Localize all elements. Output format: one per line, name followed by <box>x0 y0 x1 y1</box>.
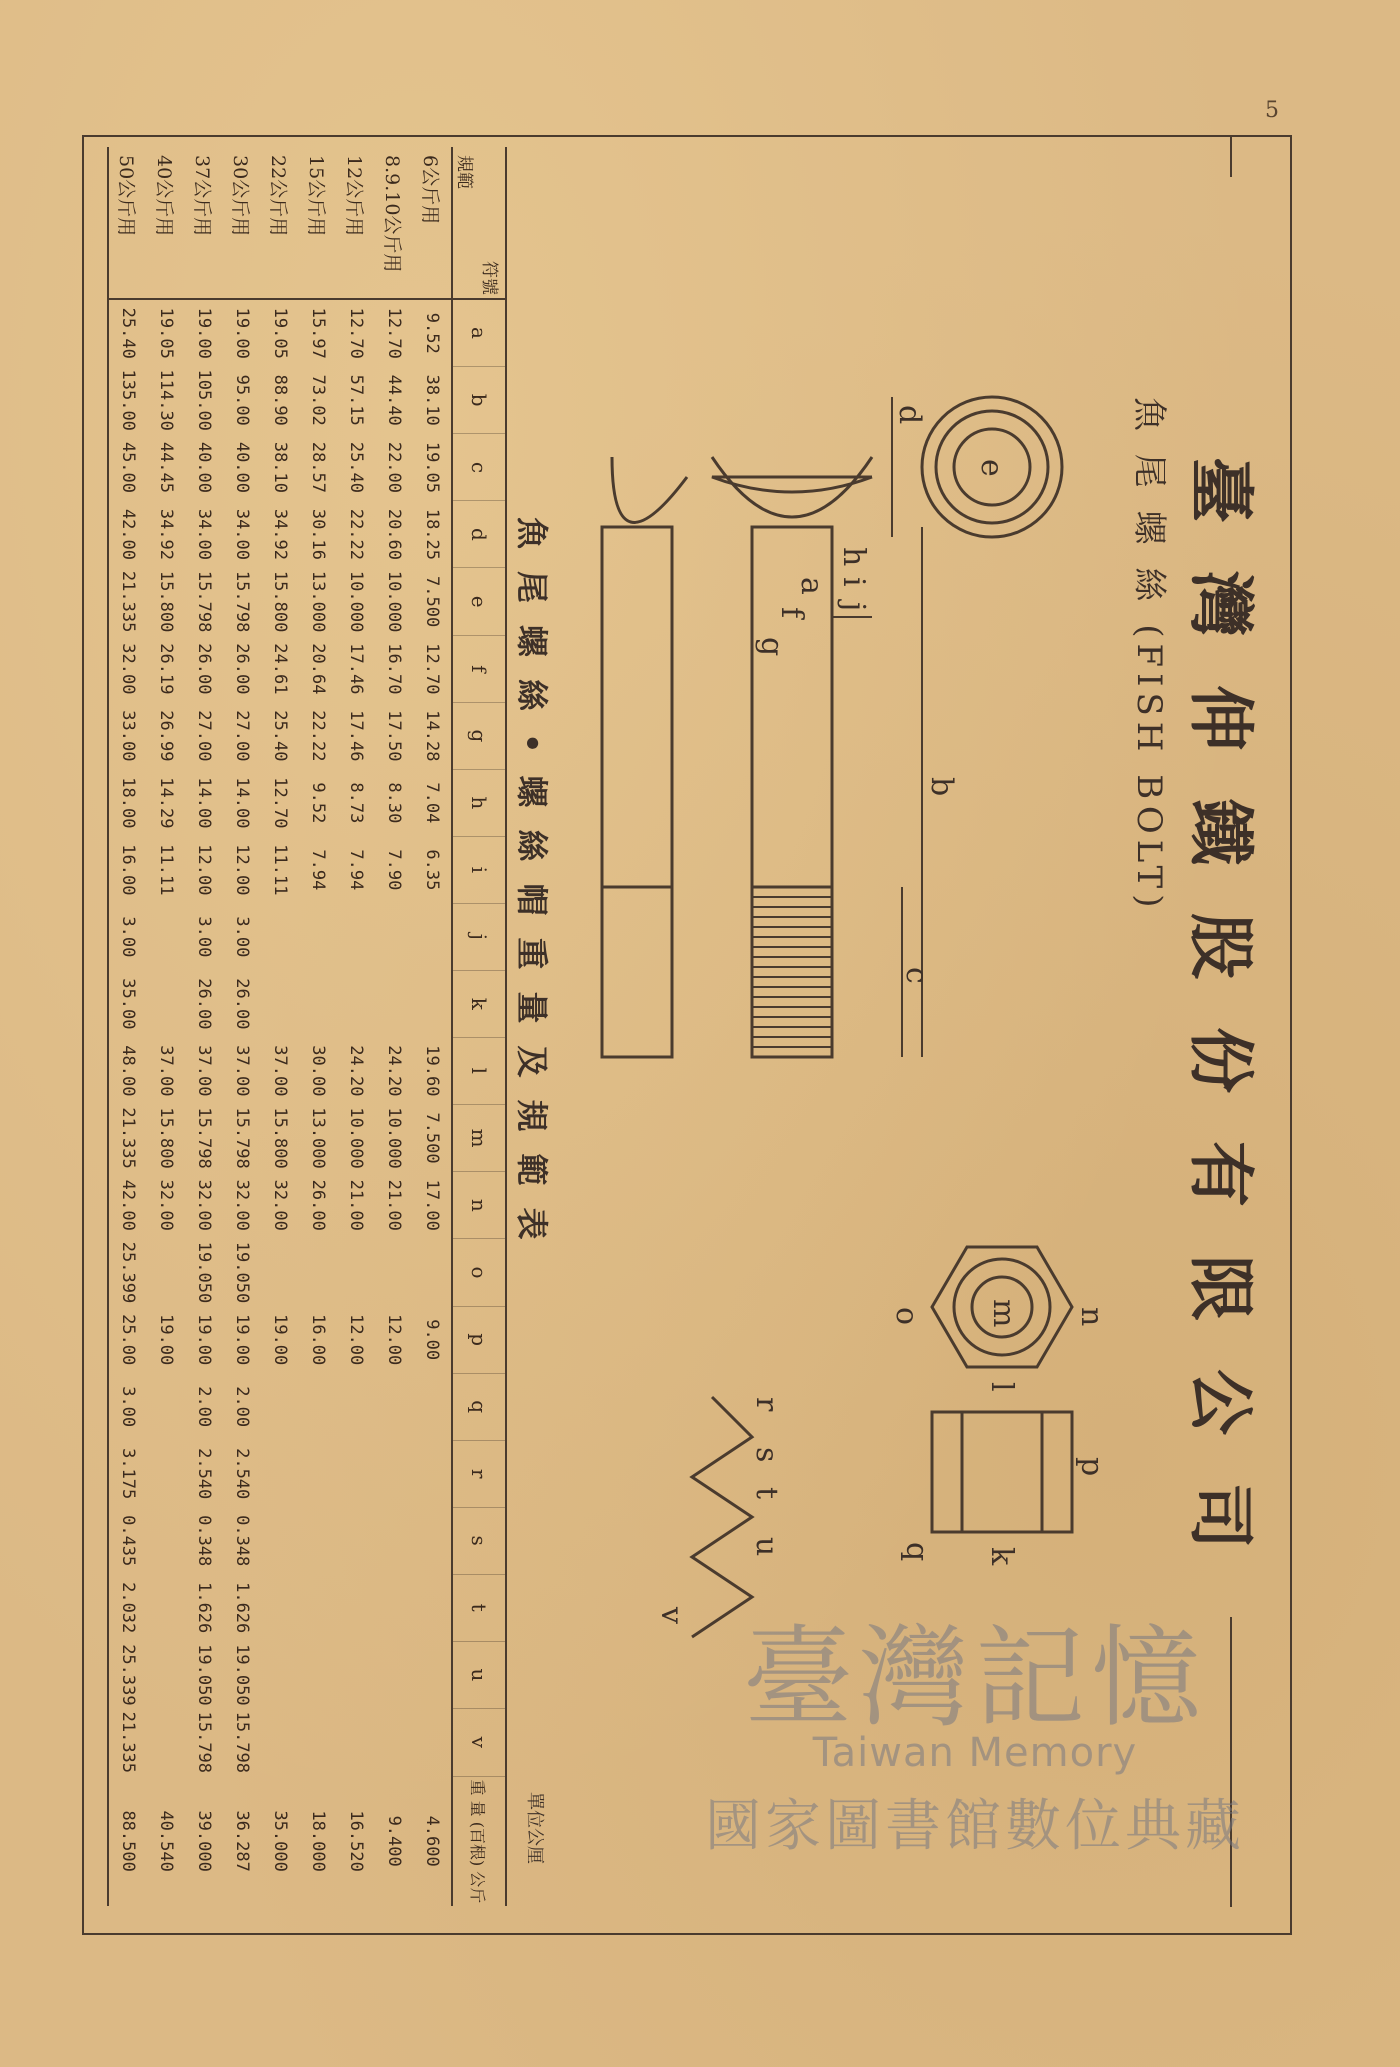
cell-t <box>261 1574 299 1641</box>
svg-text:f: f <box>774 607 809 619</box>
svg-text:r: r <box>749 1397 784 1412</box>
cell-d: 22.22 <box>346 508 366 561</box>
cell-l: 37.00 <box>194 1045 214 1097</box>
page-number: 5 <box>1265 98 1279 123</box>
cell-s <box>147 1507 185 1574</box>
column-header-f: f <box>452 635 506 702</box>
cell-g: 25.40 <box>270 710 290 762</box>
cell-r <box>299 1440 337 1507</box>
cell-o <box>413 1239 452 1306</box>
watermark-english: Taiwan Memory <box>812 1730 1138 1776</box>
nut-side-view <box>932 1412 1072 1532</box>
row-spec-name: 30公斤用 <box>223 147 261 299</box>
column-header-r: r <box>452 1440 506 1507</box>
cell-a: 19.00 <box>194 307 214 359</box>
cell-h: 8.73 <box>346 782 366 824</box>
row-spec-name: 15公斤用 <box>299 147 337 299</box>
cell-d: 34.92 <box>156 508 176 561</box>
column-header-weight: 重 量 (百根) 公斤 <box>452 1776 506 1906</box>
cell-n: 42.00 <box>108 1172 147 1239</box>
table-row <box>261 147 299 1906</box>
cell-o: 19.050 <box>194 1241 214 1304</box>
cell-weight: 88.500 <box>108 1776 147 1906</box>
row-spec-name: 8.9.10公斤用 <box>375 147 413 299</box>
column-header-e: e <box>452 568 506 635</box>
svg-text:k: k <box>984 1547 1019 1566</box>
cell-m: 15.798 <box>194 1107 214 1169</box>
cell-v <box>299 1709 337 1776</box>
svg-text:i: i <box>836 577 871 587</box>
cell-c: 22.00 <box>384 441 404 494</box>
column-header-s: s <box>452 1507 506 1574</box>
cell-t <box>375 1574 413 1641</box>
cell-u <box>147 1641 185 1708</box>
cell-f: 26.19 <box>156 643 176 695</box>
cell-n: 32.00 <box>156 1179 176 1231</box>
cell-m: 15.800 <box>270 1107 290 1169</box>
unit-label: 單位公厘 <box>524 1792 545 1864</box>
cell-b: 73.02 <box>308 374 328 426</box>
cell-p: 12.00 <box>384 1314 404 1366</box>
cell-s: 0.348 <box>194 1515 214 1567</box>
cell-r <box>261 1440 299 1507</box>
svg-text:c: c <box>899 967 934 984</box>
cell-t <box>147 1574 185 1641</box>
cell-d: 30.16 <box>308 508 328 561</box>
cell-p: 12.00 <box>346 1314 366 1366</box>
cell-i: 6.35 <box>422 849 442 891</box>
svg-text:q: q <box>899 1542 934 1562</box>
cell-v: 15.798 <box>194 1711 214 1774</box>
cell-d: 34.00 <box>232 508 252 561</box>
cell-e: 15.800 <box>270 570 290 633</box>
cell-c: 25.40 <box>346 441 366 494</box>
column-header-q: q <box>452 1373 506 1440</box>
cell-a: 9.52 <box>422 312 442 354</box>
cell-j <box>261 903 299 970</box>
cell-h: 7.04 <box>422 782 442 824</box>
cell-n: 26.00 <box>308 1179 328 1231</box>
cell-u: 19.050 <box>194 1644 214 1706</box>
cell-p: 25.00 <box>108 1306 147 1373</box>
row-spec-name: 40公斤用 <box>147 147 185 299</box>
cell-j: 3.00 <box>108 903 147 970</box>
svg-text:j: j <box>836 602 871 612</box>
cell-h: 14.00 <box>232 777 252 829</box>
cell-t <box>299 1574 337 1641</box>
cell-p: 9.00 <box>422 1319 442 1361</box>
cell-a: 19.05 <box>270 307 290 359</box>
cell-f: 32.00 <box>108 635 147 702</box>
cell-a: 12.70 <box>384 307 404 359</box>
row-spec-name: 37公斤用 <box>185 147 223 299</box>
row-spec-name: 22公斤用 <box>261 147 299 299</box>
cell-u: 19.050 <box>232 1644 252 1706</box>
column-header-n: n <box>452 1172 506 1239</box>
cell-q <box>337 1373 375 1440</box>
cell-c: 45.00 <box>108 434 147 501</box>
cell-j <box>337 903 375 970</box>
cell-b: 44.40 <box>384 374 404 426</box>
svg-text:m: m <box>986 1299 1021 1328</box>
table-row <box>375 147 413 1906</box>
cell-k: 26.00 <box>232 978 252 1030</box>
cell-q: 2.00 <box>194 1386 214 1428</box>
cell-t <box>337 1574 375 1641</box>
cell-r <box>375 1440 413 1507</box>
cell-f: 26.00 <box>194 643 214 695</box>
cell-g: 17.46 <box>346 710 366 762</box>
cell-m: 21.335 <box>108 1104 147 1171</box>
column-header-j: j <box>452 903 506 970</box>
cell-h: 14.29 <box>156 777 176 829</box>
cell-c: 38.10 <box>270 441 290 494</box>
table-row <box>337 147 375 1906</box>
cell-l: 30.00 <box>308 1045 328 1097</box>
cell-r <box>337 1440 375 1507</box>
cell-l: 37.00 <box>270 1045 290 1097</box>
cell-o: 25.399 <box>108 1239 147 1306</box>
column-header-b: b <box>452 367 506 434</box>
cell-s <box>299 1507 337 1574</box>
column-header-p: p <box>452 1306 506 1373</box>
cell-g: 33.00 <box>108 702 147 769</box>
cell-e: 15.798 <box>232 570 252 633</box>
cell-i: 16.00 <box>108 836 147 903</box>
cell-h: 12.70 <box>270 777 290 829</box>
cell-e: 7.500 <box>422 576 442 628</box>
cell-n: 32.00 <box>232 1179 252 1231</box>
cell-v <box>375 1709 413 1776</box>
cell-h: 8.30 <box>384 782 404 824</box>
cell-t: 1.626 <box>194 1582 214 1634</box>
cell-q: 2.00 <box>232 1386 252 1428</box>
svg-text:h: h <box>836 547 871 567</box>
cell-j: 3.00 <box>232 916 252 958</box>
cell-a: 15.97 <box>308 307 328 359</box>
fish-bolt-drawing <box>592 277 1132 1777</box>
cell-n: 32.00 <box>194 1179 214 1231</box>
cell-l: 24.20 <box>346 1045 366 1097</box>
cell-j <box>147 903 185 970</box>
cell-weight: 4.600 <box>422 1815 442 1867</box>
cell-i: 12.00 <box>194 844 214 896</box>
cell-l: 24.20 <box>384 1045 404 1097</box>
column-header-k: k <box>452 970 506 1037</box>
table-header-row <box>452 147 506 1906</box>
svg-text:b: b <box>924 777 959 797</box>
cell-c: 40.00 <box>194 441 214 494</box>
cell-k: 26.00 <box>194 978 214 1030</box>
cell-g: 27.00 <box>194 710 214 762</box>
cell-s: 0.348 <box>232 1515 252 1567</box>
cell-b: 135.00 <box>108 367 147 434</box>
cell-m: 13.000 <box>308 1107 328 1169</box>
cell-t: 2.032 <box>108 1574 147 1641</box>
cell-g: 26.99 <box>156 710 176 762</box>
cell-t <box>413 1574 452 1641</box>
cell-f: 16.70 <box>384 643 404 695</box>
table-row <box>299 147 337 1906</box>
cell-e: 13.000 <box>308 570 328 633</box>
cell-l: 19.60 <box>422 1045 442 1097</box>
cell-u <box>337 1641 375 1708</box>
product-subtitle: 魚 尾 螺 絲 (FISH BOLT) <box>1129 397 1169 914</box>
row-spec-name: 12公斤用 <box>337 147 375 299</box>
cell-r: 2.540 <box>194 1448 214 1500</box>
cell-e: 15.798 <box>194 570 214 633</box>
cell-s <box>261 1507 299 1574</box>
cell-j <box>413 903 452 970</box>
cell-a: 19.00 <box>232 307 252 359</box>
table-body <box>108 147 452 1906</box>
cell-n: 17.00 <box>422 1179 442 1231</box>
spec-table <box>107 147 507 1906</box>
row-spec-name: 50公斤用 <box>108 147 147 299</box>
svg-text:g: g <box>754 637 789 657</box>
cell-u <box>375 1641 413 1708</box>
cell-m: 15.798 <box>232 1107 252 1169</box>
cell-g: 14.28 <box>422 710 442 762</box>
cell-e: 21.335 <box>108 568 147 635</box>
cell-t: 1.626 <box>232 1582 252 1634</box>
column-header-h: h <box>452 769 506 836</box>
cell-n: 21.00 <box>384 1179 404 1231</box>
cell-g: 22.22 <box>308 710 328 762</box>
cell-weight: 18.000 <box>308 1810 328 1872</box>
cell-h: 14.00 <box>194 777 214 829</box>
cell-q <box>147 1373 185 1440</box>
column-header-g: g <box>452 702 506 769</box>
cell-u <box>261 1641 299 1708</box>
svg-text:s: s <box>749 1447 784 1463</box>
cell-i: 12.00 <box>232 844 252 896</box>
cell-k <box>299 970 337 1037</box>
cell-weight: 9.400 <box>384 1815 404 1867</box>
svg-text:t: t <box>749 1487 784 1500</box>
cell-u: 25.339 <box>108 1641 147 1708</box>
cell-q <box>261 1373 299 1440</box>
company-title: 臺灣伸鐵股份有限公司 <box>1182 457 1260 1597</box>
cell-d: 42.00 <box>108 501 147 568</box>
table-row <box>185 147 223 1906</box>
cell-f: 17.46 <box>346 643 366 695</box>
cell-a: 19.05 <box>156 307 176 359</box>
spec-table-section <box>87 137 577 1932</box>
cell-o <box>375 1239 413 1306</box>
cell-b: 88.90 <box>270 374 290 426</box>
cell-f: 26.00 <box>232 643 252 695</box>
cell-v: 21.335 <box>108 1709 147 1776</box>
table-row <box>223 147 261 1906</box>
cell-weight: 35.000 <box>270 1810 290 1872</box>
watermark-main: 臺灣記憶 <box>743 1614 1207 1742</box>
cell-c: 44.45 <box>156 441 176 494</box>
table-row <box>413 147 452 1906</box>
column-header-m: m <box>452 1104 506 1171</box>
cell-q <box>413 1373 452 1440</box>
svg-text:n: n <box>1074 1307 1109 1327</box>
cell-d: 18.25 <box>422 508 442 561</box>
cell-k <box>261 970 299 1037</box>
cell-f: 20.64 <box>308 643 328 695</box>
svg-text:d: d <box>892 405 927 425</box>
cell-f: 24.61 <box>270 643 290 695</box>
cell-b: 38.10 <box>422 374 442 426</box>
cell-n: 32.00 <box>270 1179 290 1231</box>
cell-j <box>375 903 413 970</box>
svg-text:a: a <box>794 577 829 595</box>
cell-c: 28.57 <box>308 441 328 494</box>
cell-k <box>413 970 452 1037</box>
cell-m: 15.800 <box>156 1107 176 1169</box>
svg-text:p: p <box>1074 1457 1109 1477</box>
cell-g: 27.00 <box>232 710 252 762</box>
cell-v <box>261 1709 299 1776</box>
cell-m: 10.000 <box>384 1107 404 1169</box>
cell-o <box>261 1239 299 1306</box>
cell-i: 7.94 <box>308 849 328 891</box>
cell-s: 0.435 <box>108 1507 147 1574</box>
svg-text:v: v <box>654 1607 689 1624</box>
cell-i: 7.94 <box>346 849 366 891</box>
cell-d: 34.00 <box>194 508 214 561</box>
cell-k <box>337 970 375 1037</box>
cell-u <box>299 1641 337 1708</box>
cell-e: 15.800 <box>156 570 176 633</box>
cell-s <box>413 1507 452 1574</box>
cell-v <box>147 1709 185 1776</box>
svg-text:l: l <box>984 1382 1019 1392</box>
cell-k <box>147 970 185 1037</box>
cell-j <box>299 903 337 970</box>
cell-s <box>337 1507 375 1574</box>
cell-p: 19.00 <box>232 1314 252 1366</box>
column-header-t: t <box>452 1574 506 1641</box>
cell-i: 11.11 <box>270 844 290 896</box>
cell-o <box>299 1239 337 1306</box>
cell-b: 105.00 <box>194 369 214 431</box>
cell-o: 19.050 <box>232 1241 252 1304</box>
cell-r <box>147 1440 185 1507</box>
cell-e: 10.000 <box>346 570 366 633</box>
column-header-u: u <box>452 1641 506 1708</box>
cell-d: 34.92 <box>270 508 290 561</box>
cell-s <box>375 1507 413 1574</box>
cell-weight: 39.000 <box>194 1810 214 1872</box>
cell-u <box>413 1641 452 1708</box>
column-header-o: o <box>452 1239 506 1306</box>
cell-m: 7.500 <box>422 1112 442 1164</box>
cell-l: 37.00 <box>156 1045 176 1097</box>
cell-d: 20.60 <box>384 508 404 561</box>
cell-r <box>413 1440 452 1507</box>
cell-f: 12.70 <box>422 643 442 695</box>
cell-p: 19.00 <box>156 1314 176 1366</box>
cell-g: 17.50 <box>384 710 404 762</box>
cell-p: 16.00 <box>308 1314 328 1366</box>
svg-text:o: o <box>889 1307 924 1326</box>
svg-text:e: e <box>974 459 1009 477</box>
cell-p: 19.00 <box>194 1314 214 1366</box>
cell-j: 3.00 <box>194 916 214 958</box>
column-header-c: c <box>452 434 506 501</box>
cell-weight: 36.287 <box>232 1810 252 1872</box>
cell-k: 35.00 <box>108 970 147 1037</box>
column-header-l: l <box>452 1037 506 1104</box>
column-header-i: i <box>452 836 506 903</box>
cell-b: 95.00 <box>232 374 252 426</box>
cell-weight: 40.540 <box>156 1810 176 1872</box>
column-header-d: d <box>452 501 506 568</box>
watermark-sub: 國家圖書館數位典藏 <box>705 1794 1245 1859</box>
cell-o <box>147 1239 185 1306</box>
table-row <box>147 147 185 1906</box>
cell-v <box>337 1709 375 1776</box>
cell-v: 15.798 <box>232 1711 252 1774</box>
cell-m: 10.000 <box>346 1107 366 1169</box>
cell-l: 48.00 <box>108 1037 147 1104</box>
cell-k <box>375 970 413 1037</box>
row-spec-name: 6公斤用 <box>413 147 452 299</box>
cell-weight: 16.520 <box>346 1810 366 1872</box>
cell-i: 7.90 <box>384 849 404 891</box>
cell-o <box>337 1239 375 1306</box>
column-header-v: v <box>452 1709 506 1776</box>
cell-a: 25.40 <box>108 299 147 367</box>
svg-text:u: u <box>749 1537 784 1557</box>
cell-q <box>299 1373 337 1440</box>
cell-c: 40.00 <box>232 441 252 494</box>
cell-h: 18.00 <box>108 769 147 836</box>
cell-r: 2.540 <box>232 1448 252 1500</box>
cell-r: 3.175 <box>108 1440 147 1507</box>
cell-v <box>413 1709 452 1776</box>
cell-q: 3.00 <box>108 1373 147 1440</box>
cell-q <box>375 1373 413 1440</box>
cell-i: 11.11 <box>156 844 176 896</box>
table-row <box>108 147 147 1906</box>
column-header-a: a <box>452 299 506 367</box>
cell-b: 114.30 <box>156 369 176 431</box>
cell-a: 12.70 <box>346 307 366 359</box>
cell-b: 57.15 <box>346 374 366 426</box>
corner-header: 符號 規範 <box>452 147 506 299</box>
cell-l: 37.00 <box>232 1045 252 1097</box>
cell-e: 10.000 <box>384 570 404 633</box>
cell-p: 19.00 <box>270 1314 290 1366</box>
library-watermark <box>650 1590 1300 1862</box>
cell-h: 9.52 <box>308 782 328 824</box>
table-title: 魚尾螺絲•螺絲帽重量及規範表 <box>513 517 551 1262</box>
cell-c: 19.05 <box>422 441 442 494</box>
cell-n: 21.00 <box>346 1179 366 1231</box>
